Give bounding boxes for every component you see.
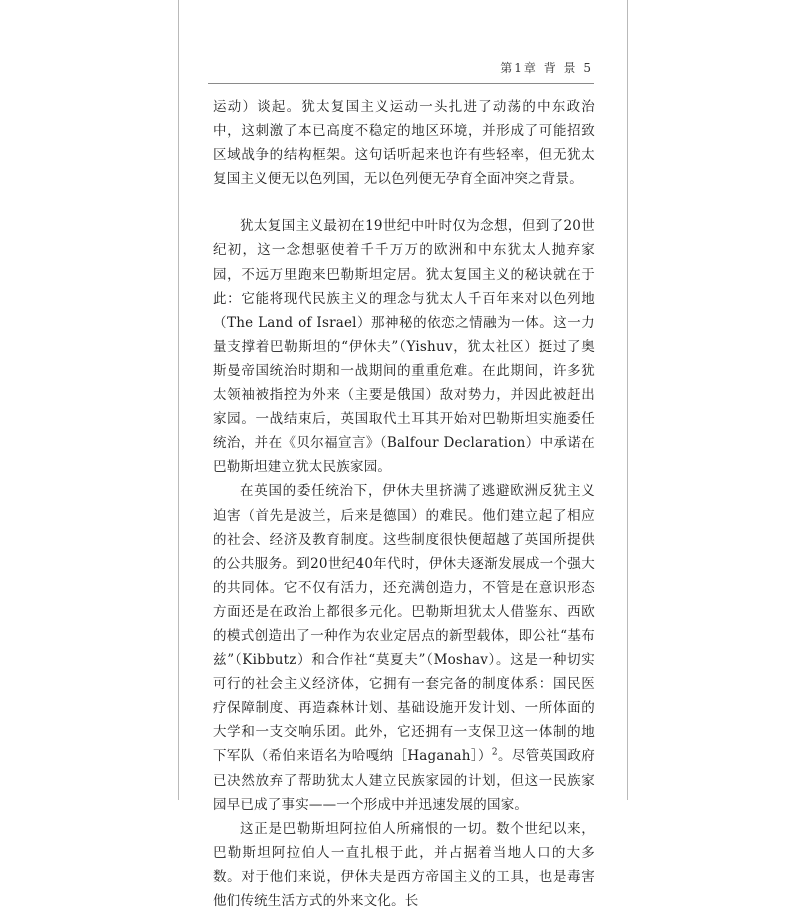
paragraph-1: 运动）谈起。犹太复国主义运动一头扎进了动荡的中东政治中，这刺激了本已高度不稳定的地区环境，并形成了可能招致区域战争的结构框架。这句话听起来也许有些轻率，但无犹太复国主义便无以色列国，无以色列便无孕育全面冲突之背景。 xyxy=(213,99,595,188)
footnote-marker[interactable]: 2 xyxy=(491,747,498,758)
header-rule xyxy=(208,83,594,84)
paragraph-3-text-cont: 。尽管英国政府已决然放弃了帮助犹太人建立民族家园的计划，但这一民族家园早已成了事实——一个形成中并迅速发展的国家。 xyxy=(213,748,595,813)
paragraph-2: 犹太复国主义最初在19世纪中叶时仅为念想，但到了20世纪初，这一念想驱使着千千万万的欧洲和中东犹太人抛弃家园，不远万里跑来巴勒斯坦定居。犹太复国主义的秘诀就在于此：它能将现代民族主义的理念与犹太人千百年来对以色列地（The Land of Israel）那神秘的依恋之情融为一体。这一力量支撑着巴勒斯坦的“伊休夫”（Yishuv，犹太社区）挺过了奥斯曼帝国统治时期和一战期间的重重危难。在此期间，许多犹太领袖被指控为外来（主要是俄国）敌对势力，并因此被赶出家园。一战结束后，英国取代土耳其开始对巴勒斯坦实施委任统治，并在《贝尔福宣言》（Balfour Declaration）中承诺在巴勒斯坦建立犹太民族家园。 xyxy=(213,218,595,476)
page-edge-left xyxy=(178,0,179,800)
body-text xyxy=(213,95,595,913)
paragraph-4: 这正是巴勒斯坦阿拉伯人所痛恨的一切。数个世纪以来，巴勒斯坦阿拉伯人一直扎根于此，并占据着当地人口的大多数。对于他们来说，伊休夫是西方帝国主义的工具，也是毒害他们传统生活方式的外来文化。长 xyxy=(213,820,595,909)
page-edge-right xyxy=(627,0,628,800)
paragraph-3-text: 在英国的委任统治下，伊休夫里挤满了逃避欧洲反犹主义迫害（首先是波兰，后来是德国）的难民。他们建立起了相应的社会、经济及教育制度。这些制度很快便超越了英国所提供的公共服务。到20世纪40年代时，伊休夫逐渐发展成一个强大的共同体。它不仅有活力，还充满创造力，不管是在意识形态方面还是在政治上都很多元化。巴勒斯坦犹太人借鉴东、西欧的模式创造出了一种作为农业定居点的新型载体，即公社“基布兹”（Kibbutz）和合作社“莫夏夫”（Moshav）。这是一种切实可行的社会主义经济体，它拥有一套完备的制度体系：国民医疗保障制度、再造森林计划、基础设施开发计划、一所体面的大学和一支交响乐团。此外，它还拥有一支保卫这一体制的地下军队（希伯来语名为哈嘎纳［Haganah］） xyxy=(213,483,595,765)
running-head: 第1章 背 景 5 xyxy=(500,61,593,75)
paragraph-3 xyxy=(213,479,595,816)
